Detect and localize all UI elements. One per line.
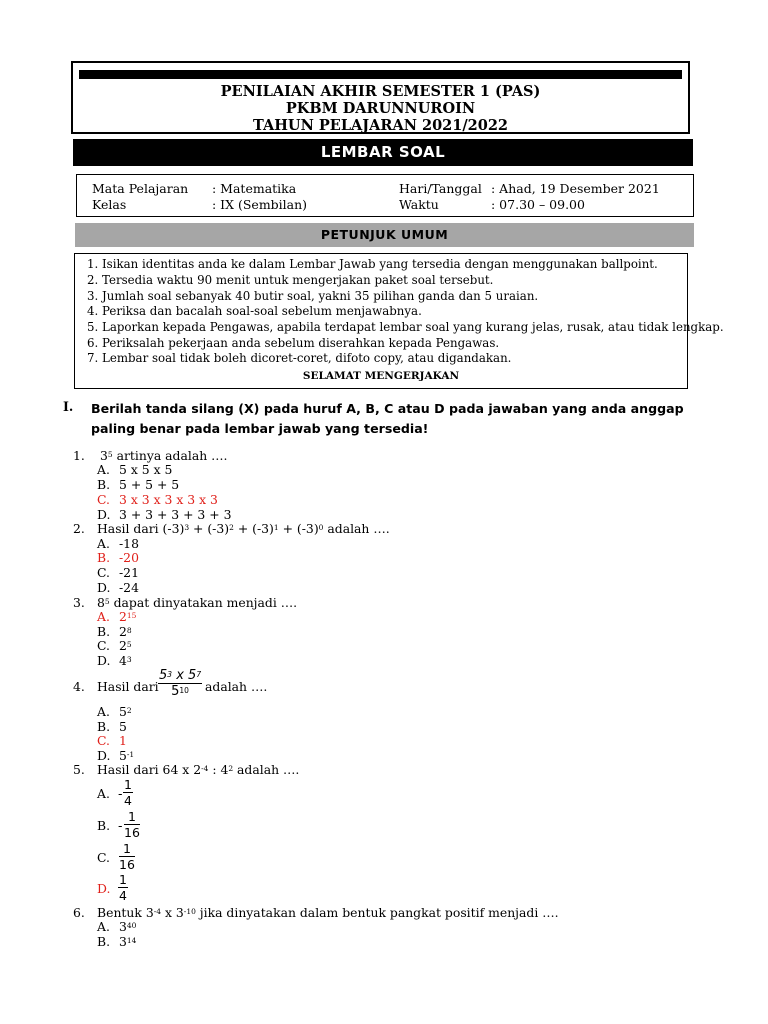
option-fraction: $\frac{1}{16}$ [119,841,135,872]
option-value: 5 x 5 x 5 [119,462,173,477]
mapel-value: : Matematika [212,181,297,196]
rule-item: 4. Periksa dan bacalah soal-soal sebelum menjawabnya. [87,304,422,318]
option-value: $4^3$ [119,653,132,668]
option-value: 3 + 3 + 3 + 3 + 3 [119,507,232,522]
rules-box [74,253,724,389]
option-value: $2^8$ [119,624,132,639]
option-letter-correct: C. [97,733,110,748]
option-value: -24 [119,580,139,595]
waktu-label: Waktu [399,197,439,212]
question-number: 2. [73,521,85,536]
option-letter: B. [97,624,111,639]
option-letter: B. [97,719,111,734]
exam-info-box [76,174,694,217]
option-letter: A. [97,536,110,551]
option-value-correct: -20 [119,550,139,565]
option-value: $2^5$ [119,638,132,653]
option-letter-correct: B. [97,550,111,565]
mapel-label: Mata Pelajaran [92,181,189,196]
option-letter: D. [97,580,111,595]
question-number: 3. [73,595,85,610]
section-text: Berilah tanda silang (X) pada huruf A, B, C atau D pada jawaban yang anda anggap paling benar pada lembar jawab yang tersedia! [91,401,684,436]
option-value-correct: 1 [119,733,127,748]
option-letter: B. [97,934,111,949]
rule-item: 5. Laporkan kepada Pengawas, apabila terdapat lembar soal yang kurang jelas, rusak, atau tidak lengkap. [87,320,724,334]
section-number: I. [63,399,74,414]
option-letter: A. [97,919,110,934]
question-2-text: Hasil dari $(-3)^3 + (-3)^2 + (-3)^1 + (-3)^0$ adalah …. [97,521,390,536]
lembar-soal-banner: LEMBAR SOAL [73,139,693,166]
petunjuk-umum-banner: PETUNJUK UMUM [75,223,694,247]
exam-header-box [71,61,690,134]
exam-title: PENILAIAN AKHIR SEMESTER 1 (PAS) [220,83,541,100]
hari-value: : Ahad, 19 Desember 2021 [491,181,660,196]
option-sign: - [118,786,123,801]
option-letter: A. [97,786,110,801]
question-number: 4. [73,679,85,694]
option-value: $5^{-1}$ [119,748,135,763]
rule-item: 3. Jumlah soal sebanyak 40 butir soal, yakni 35 pilihan ganda dan 5 uraian. [87,289,539,303]
waktu-value: : 07.30 – 09.00 [491,197,585,212]
option-fraction: $\frac{1}{16}$ [124,809,140,840]
kelas-value: : IX (Sembilan) [212,197,308,212]
option-letter: D. [97,748,111,763]
hari-label: Hari/Tanggal [399,181,482,196]
question-5-text: Hasil dari 64 x $2^{-4}$ : $4^2$ adalah …. [97,762,300,777]
option-value: 5 [119,719,127,734]
question-number: 5. [73,762,85,777]
option-value: 5 + 5 + 5 [119,477,180,492]
question-1-text: $3^5$ artinya adalah …. [100,448,228,463]
option-letter: A. [97,704,110,719]
option-value: $3^{14}$ [119,934,137,949]
question-4-suffix: adalah …. [205,679,268,694]
school-name: PKBM DARUNNUROIN [285,100,476,117]
question-number: 6. [73,905,85,920]
option-letter: A. [97,462,110,477]
option-letter-correct: D. [97,881,111,896]
question-number: 1. [73,448,85,463]
option-value: -18 [119,536,139,551]
option-value: $5^2$ [119,704,132,719]
option-fraction: $\frac{1}{4}$ [124,777,132,808]
option-letter: B. [97,818,111,833]
academic-year: TAHUN PELAJARAN 2021/2022 [252,117,509,134]
question-4-prefix: Hasil dari [97,679,159,694]
kelas-label: Kelas [92,197,127,212]
option-letter: D. [97,653,111,668]
option-letter-correct: C. [97,492,110,507]
rule-item: 2. Tersedia waktu 90 menit untuk mengerjakan paket soal tersebut. [87,273,494,287]
option-value-correct: 3 x 3 x 3 x 3 x 3 [119,492,218,507]
option-letter: D. [97,507,111,522]
option-value-correct: $2^{15}$ [119,609,137,624]
rule-item: 7. Lembar soal tidak boleh dicoret-coret, difoto copy, atau digandakan. [87,351,512,365]
question-4-fraction: $\frac{5^3 x 5^7}{5^{10}}$ [159,668,202,699]
option-letter: C. [97,565,110,580]
option-sign: - [118,818,123,833]
header-top-bar [79,70,682,79]
option-value: -21 [119,565,139,580]
selamat-mengerjakan: SELAMAT MENGERJAKAN [302,370,460,382]
option-letter: C. [97,638,110,653]
rule-item: 6. Periksalah pekerjaan anda sebelum diserahkan kepada Pengawas. [87,336,500,350]
option-value: $3^{40}$ [119,919,137,934]
question-3-text: $8^5$ dapat dinyatakan menjadi …. [97,595,298,610]
option-letter: B. [97,477,111,492]
option-fraction-correct: $\frac{1}{4}$ [119,872,127,903]
question-6-text: Bentuk $3^{-4}$ x $3^{-10}$ jika dinyatakan dalam bentuk pangkat positif menjadi …. [97,905,559,920]
rule-item: 1. Isikan identitas anda ke dalam Lembar Jawab yang tersedia dengan menggunakan ballpoint. [87,257,658,271]
option-letter-correct: A. [97,609,110,624]
option-letter: C. [97,850,110,865]
